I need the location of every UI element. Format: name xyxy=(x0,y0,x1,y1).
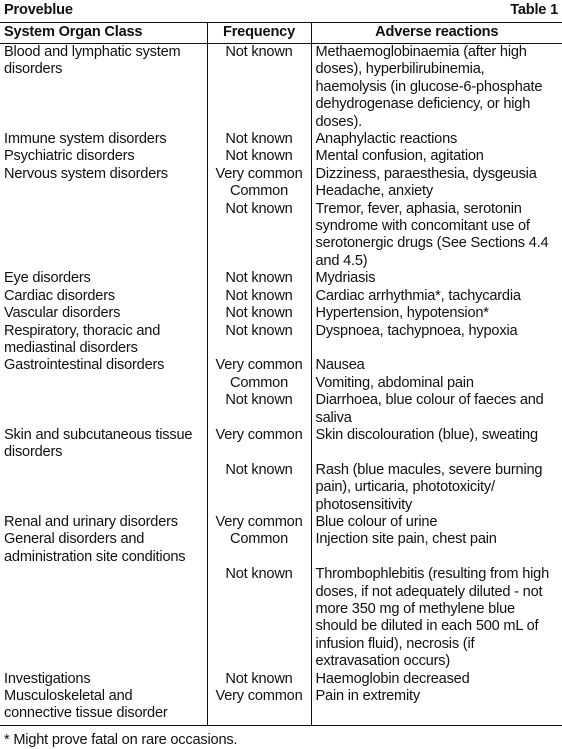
frequency-cell: Common xyxy=(207,183,311,200)
soc-cell: Cardiac disorders xyxy=(4,287,115,304)
soc-cell: Renal and urinary disorders xyxy=(4,513,178,530)
table-row xyxy=(0,201,562,271)
table-row xyxy=(0,305,562,322)
frequency-cell: Not known xyxy=(207,131,311,148)
table-row xyxy=(0,323,562,358)
footnote: * Might prove fatal on rare occasions. xyxy=(4,731,238,748)
frequency-cell: Not known xyxy=(207,305,311,322)
frequency-cell: Not known xyxy=(207,270,311,287)
soc-cell: Musculoskeletal and connective tissue disorder xyxy=(4,688,168,722)
column-header-system-organ-class: System Organ Class xyxy=(0,23,207,44)
adverse-reaction-cell: Haemoglobin decreased xyxy=(315,670,470,687)
frequency-cell: Not known xyxy=(207,323,311,358)
soc-cell: Vascular disorders xyxy=(4,305,121,322)
adverse-reaction-cell: Cardiac arrhythmia*, tachycardia xyxy=(315,287,521,304)
adverse-reaction-cell: Injection site pain, chest pain xyxy=(315,531,497,548)
table-row xyxy=(0,392,562,427)
frequency-cell: Not known xyxy=(207,392,311,427)
table-row xyxy=(0,288,562,305)
adverse-reaction-cell: Anaphylactic reactions xyxy=(315,131,458,148)
soc-cell: Psychiatric disorders xyxy=(4,148,135,165)
table-row xyxy=(0,427,562,462)
adverse-reaction-cell: Hypertension, hypotension* xyxy=(315,305,489,322)
column-header-frequency: Frequency xyxy=(207,23,311,44)
frequency-cell: Very common xyxy=(207,688,311,725)
table-row xyxy=(0,183,562,200)
soc-cell xyxy=(0,566,207,670)
frequency-cell: Not known xyxy=(207,288,311,305)
soc-cell xyxy=(0,375,207,392)
frequency-cell: Very common xyxy=(207,427,311,462)
soc-cell: Immune system disorders xyxy=(4,131,167,148)
adverse-reactions-table xyxy=(0,23,562,725)
frequency-cell: Not known xyxy=(207,201,311,271)
adverse-reaction-cell: Mental confusion, agitation xyxy=(315,148,484,165)
frequency-cell: Not known xyxy=(207,462,311,514)
soc-cell xyxy=(0,392,207,427)
adverse-reaction-cell: Pain in extremity xyxy=(315,688,420,705)
table-row xyxy=(0,375,562,392)
column-header-adverse-reactions: Adverse reactions xyxy=(311,23,562,44)
adverse-reaction-cell: Blue colour of urine xyxy=(315,513,438,530)
drug-name-title: Proveblue xyxy=(4,2,73,19)
adverse-reaction-cell: Tremor, fever, aphasia, serotonin syndrome with concomitant use of serotonergic drugs (See Sections 4.4 and 4.5) xyxy=(315,200,549,269)
table-title-bar xyxy=(0,0,562,23)
soc-text: Blood and lymphatic system disorders xyxy=(4,44,181,78)
soc-cell: Investigations xyxy=(4,670,91,687)
soc-cell: Nervous system disorders xyxy=(4,165,168,182)
adverse-reaction-cell: Nausea xyxy=(315,357,365,374)
frequency-cell: Very common xyxy=(207,514,311,531)
table-row xyxy=(0,688,562,725)
table-row xyxy=(0,671,562,688)
frequency-cell: Very common xyxy=(207,357,311,374)
table-header-row xyxy=(0,23,562,44)
soc-cell xyxy=(0,183,207,200)
adverse-reaction-cell: Diarrhoea, blue colour of faeces and saliva xyxy=(315,392,544,426)
table-number-label: Table 1 xyxy=(510,2,558,19)
soc-cell: Eye disorders xyxy=(4,270,91,287)
soc-cell xyxy=(0,462,207,514)
adverse-reaction-cell: Dizziness, paraesthesia, dysgeusia xyxy=(315,165,537,182)
table-row xyxy=(0,357,562,374)
soc-cell xyxy=(0,44,207,132)
table-row xyxy=(0,270,562,287)
adverse-reaction-cell: Mydriasis xyxy=(315,270,376,287)
soc-cell: Gastrointestinal disorders xyxy=(4,357,165,374)
adverse-reaction-cell: Headache, anxiety xyxy=(315,183,433,200)
soc-cell: General disorders and administration site conditions xyxy=(4,531,186,565)
frequency-cell: Very common xyxy=(207,166,311,183)
adverse-reaction-cell: Dyspnoea, tachypnoea, hypoxia xyxy=(315,322,518,339)
soc-cell: Respiratory, thoracic and mediastinal disorders xyxy=(4,322,161,356)
frequency-cell: Not known xyxy=(207,671,311,688)
soc-cell: Skin and subcutaneous tissue disorders xyxy=(4,426,193,461)
table-row xyxy=(0,166,562,183)
table-row xyxy=(0,44,562,132)
table-row xyxy=(0,514,562,531)
frequency-cell: Common xyxy=(207,375,311,392)
frequency-cell: Common xyxy=(207,531,311,566)
adverse-reaction-cell: Vomiting, abdominal pain xyxy=(315,374,474,391)
table-row xyxy=(0,566,562,670)
adverse-reaction-cell: Methaemoglobinaemia (after high doses), hyperbilirubinemia, haemolysis (in glucose-6-phosphate dehydrogenase deficiency, or high doses). xyxy=(315,44,543,130)
table-row xyxy=(0,462,562,514)
frequency-cell: Not known xyxy=(207,148,311,165)
frequency-cell: Not known xyxy=(207,566,311,670)
frequency-cell: Not known xyxy=(207,44,311,132)
adverse-reaction-cell: Rash (blue macules, severe burning pain), urticaria, phototoxicity/ photosensitivity xyxy=(315,461,543,513)
soc-cell xyxy=(0,201,207,271)
adverse-reaction-cell: Skin discolouration (blue), sweating xyxy=(315,426,538,443)
table-row xyxy=(0,148,562,165)
table-row xyxy=(0,131,562,148)
adverse-reaction-cell: Thrombophlebitis (resulting from high doses, if not adequately diluted - not more 350 mg of methylene blue should be diluted in each 500 mL of infusion fluid), necrosis (if extravasation occurs) xyxy=(315,566,550,670)
table-row xyxy=(0,531,562,566)
